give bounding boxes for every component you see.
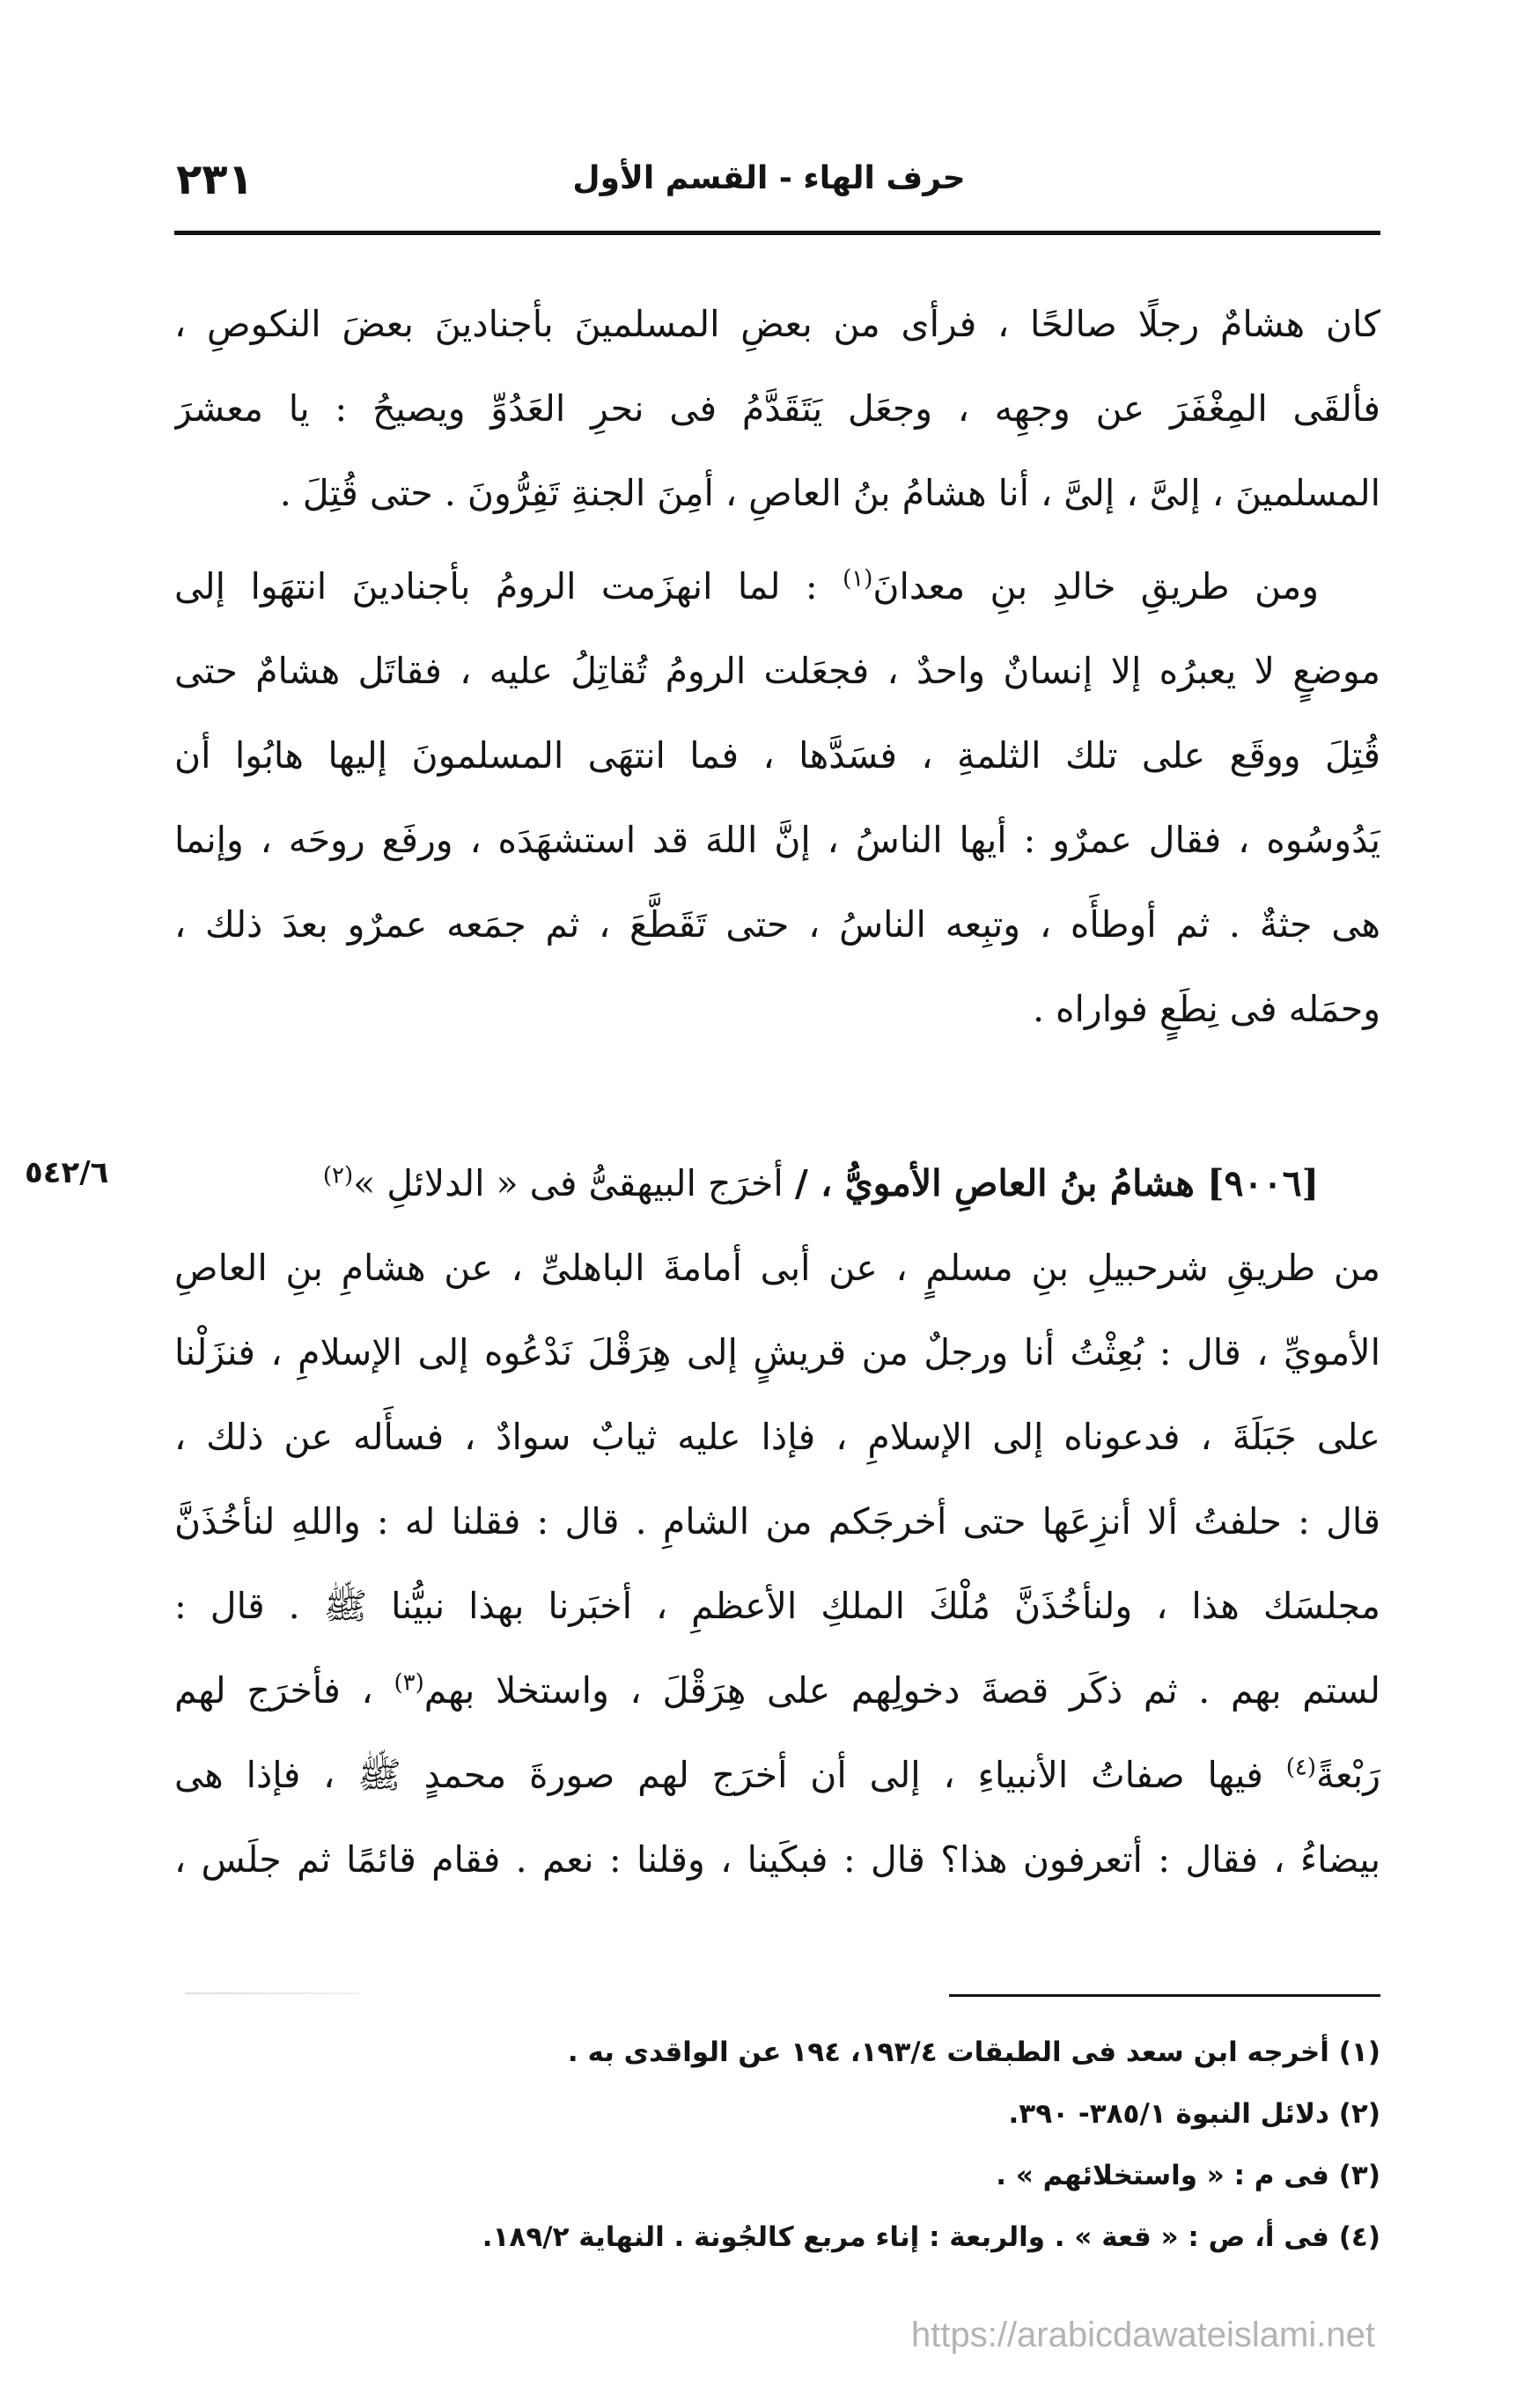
body-line-11: الأمويِّ ، قال : بُعِثْتُ أنا ورجلٌ من قريشٍ إلى هِرَقْلَ نَدْعُوه إلى الإسلامِ ، فنزَلْنا [174,1331,1380,1373]
line-text: ، فأخرَج لهم [174,1669,394,1712]
entry-heading: [٩٠٠٦] هشامُ بنُ العاصِ الأمويُّ ، / [794,1162,1319,1204]
body-line-5: موضعٍ لا يعبرُه إلا إنسانٌ واحدٌ ، فجعَلت الرومُ تُقاتِلُ عليه ، فقاتَل هشامٌ حتى [174,650,1380,692]
body-line-17: بيضاءُ ، فقال : أتعرفون هذا؟ قال : فبكَينا ، وقلنا : نعم . فقام قائمًا ثم جلَس ، [174,1838,1380,1881]
body-line-2: فألقَى المِغْفَرَ عن وجهِه ، وجعَل يَتَقَدَّمُ فى نحرِ العَدُوِّ ويصيحُ : يا معشرَ [174,387,1380,430]
body-line-4 [174,544,1380,629]
line-text: ومن طريقِ خالدِ بنِ معدانَ [872,565,1320,608]
body-line-9: وحمَله فى نِطَعٍ فواراه . [1032,988,1380,1030]
page-number: ٢٣١ [176,155,254,204]
line-text: : لما انهزَمت الرومُ بأجنادينَ انتهَوا إلى [174,565,843,608]
line-text: فيها صفاتُ الأنبياءِ ، إلى أن أخرَج لهم صورةَ محمدٍ ﷺ ، فإذا هى [174,1754,1286,1796]
body-line-16 [174,1733,1380,1817]
body-line-1: كان هشامٌ رجلًا صالحًا ، فرأى من بعضِ المسلمينَ بأجنادينَ بعضَ النكوصِ ، [174,303,1380,345]
body-line-15 [174,1648,1380,1733]
footnote-marker-4: (٤) [1285,1754,1317,1781]
line-text: أخرَج البيهقىُّ فى « الدلائلِ » [353,1162,795,1204]
footnote-marker-3: (٣) [394,1669,424,1697]
header-rule [174,231,1380,235]
body-line-7: يَدُوسُوه ، فقال عمرٌو : أيها الناسُ ، إنَّ اللهَ قد استشهَدَه ، ورفَع روحَه ، وإنما [174,819,1380,861]
body-line-8: هى جثةٌ . ثم أوطأَه ، وتبِعه الناسُ ، حتى تَقَطَّعَ ، ثم جمَعه عمرٌو بعدَ ذلك ، [174,903,1380,946]
footnote-4: (٤) فى أ، ص : « قعة » . والربعة : إناء مربع كالجُونة . النهاية ١٨٩/٢. [482,2221,1380,2253]
body-line-14: مجلسَك هذا ، ولنأخُذَنَّ مُلْكَ الملكِ الأعظمِ ، أخبَرنا بهذا نبيُّنا ﷺ . قال : [174,1585,1380,1627]
watermark-url: https://arabicdawateislami.net [911,2316,1375,2354]
footnote-3: (٣) فى م : « واستخلائهم » . [996,2160,1380,2191]
body-line-3: المسلمينَ ، إلىَّ ، إلىَّ ، أنا هشامُ بنُ العاصِ ، أمِنَ الجنةِ تَفِرُّونَ . حتى قُتِلَ . [279,472,1380,514]
footnote-marker-1: (١) [843,565,873,593]
body-line-13: قال : حلفتُ ألا أنزِعَها حتى أخرجَكم من الشامِ . قال : فقلنا له : واللهِ لنأخُذَنَّ [174,1500,1380,1543]
footnote-1: (١) أخرجه ابن سعد فى الطبقات ١٩٣/٤، ١٩٤ عن الواقدى به . [567,2036,1380,2068]
margin-reference: ٥٤٢/٦ [25,1155,109,1190]
line-text: رَبْعةً [1316,1754,1380,1796]
line-text: لستم بهم . ثم ذكَر قصةَ دخولِهم على هِرَقْلَ ، واستخلا بهم [423,1669,1380,1712]
body-line-6: قُتِلَ ووقَع على تلك الثلمةِ ، فسَدَّها ، فما انتهَى المسلمونَ إليها هابُوا أن [174,734,1380,777]
body-line-10: من طريقِ شرحبيلِ بنِ مسلمٍ ، عن أبى أمامةَ الباهلىِّ ، عن هشامِ بنِ العاصِ [174,1247,1380,1289]
body-line-12: على جَبَلَةَ ، فدعوناه إلى الإسلامِ ، فإذا عليه ثيابٌ سوادٌ ، فسأَله عن ذلك ، [174,1416,1380,1458]
footnote-separator [949,1994,1380,1997]
footnote-2: (٢) دلائل النبوة ٣٨٥/١- ٣٩٠. [1008,2098,1380,2130]
running-header: حرف الهاء - القسم الأول [572,160,966,196]
entry-heading-line [174,1141,1380,1226]
footnote-marker-2: (٢) [322,1162,354,1189]
scan-artifact [185,1992,361,1994]
